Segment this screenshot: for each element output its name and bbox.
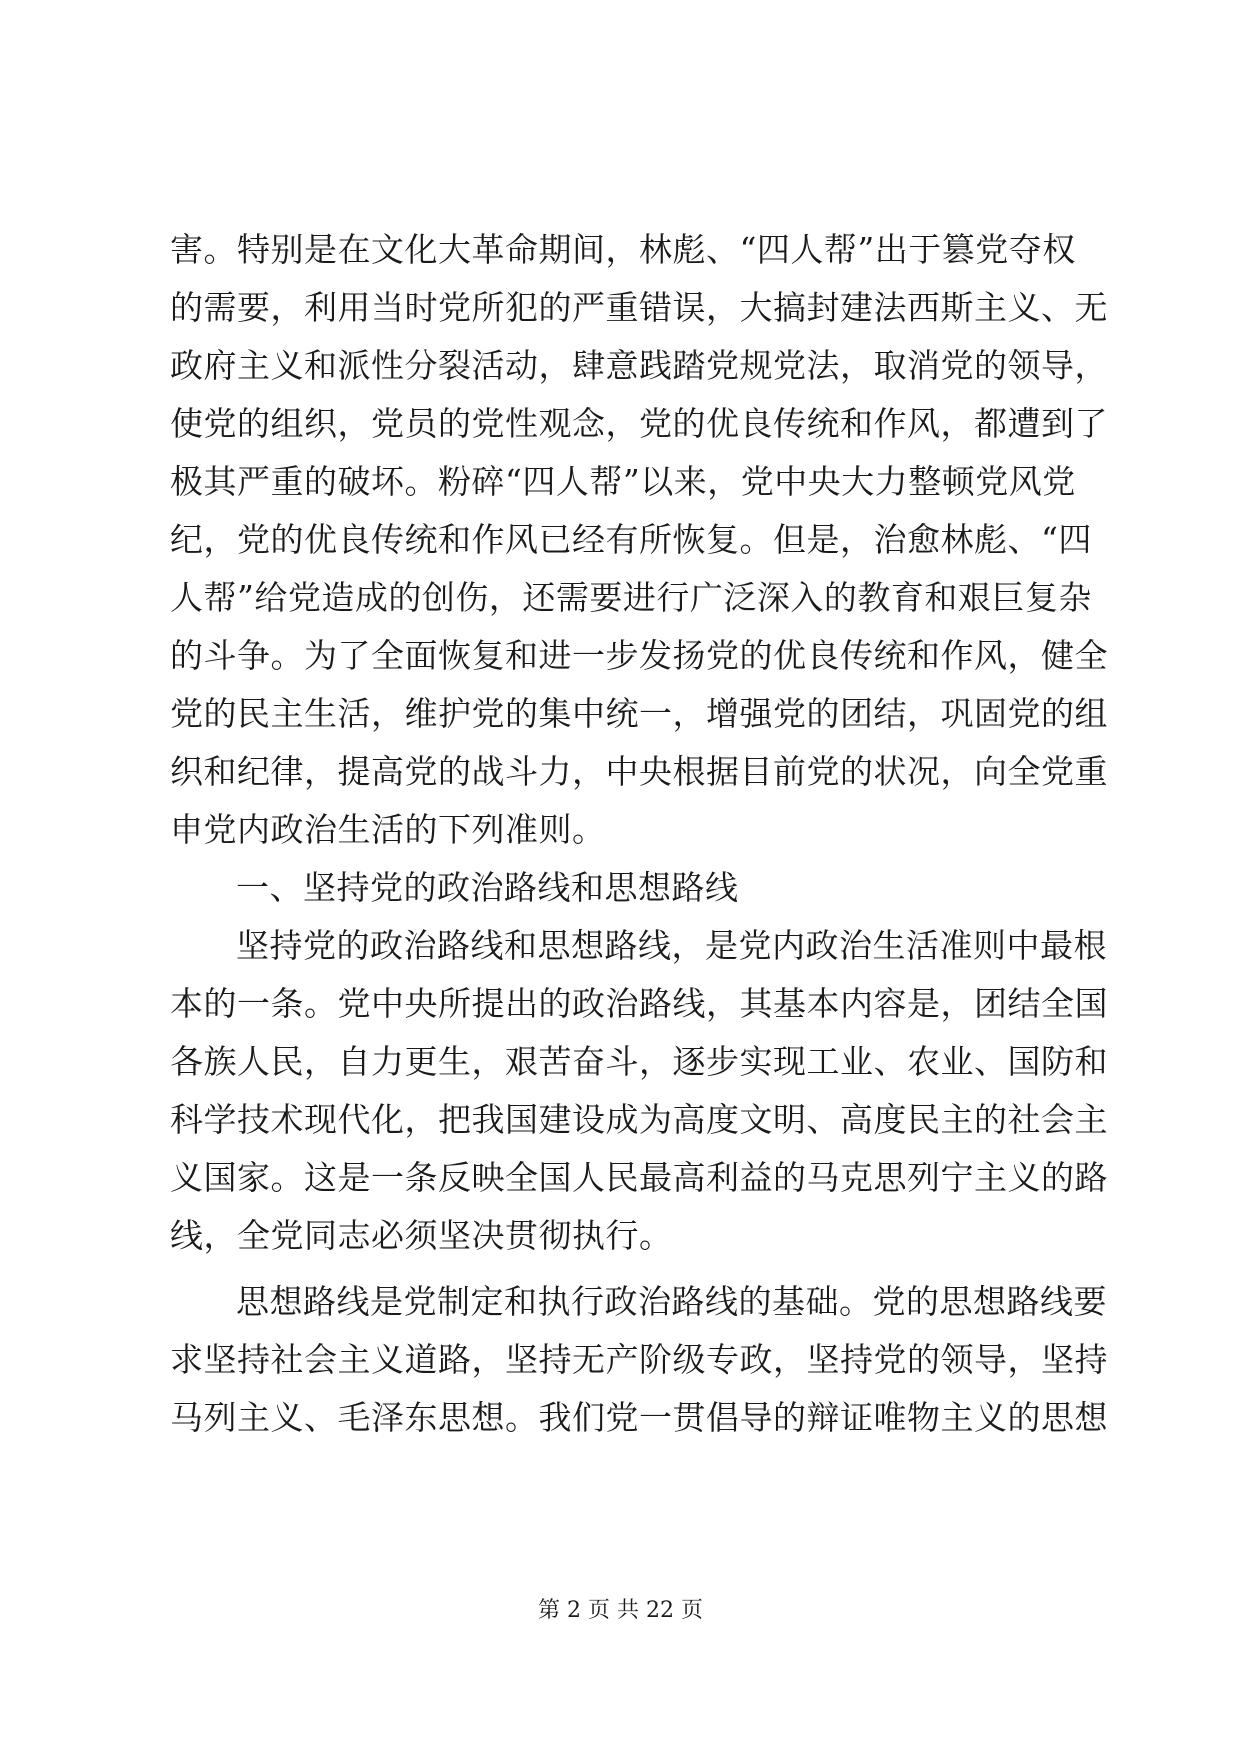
text-line: 政府主义和派性分裂活动，肆意践踏党规党法，取消党的领导，	[170, 346, 1108, 385]
text-line: 使党的组织，党员的党性观念，党的优良传统和作风，都遭到了	[170, 404, 1108, 443]
text-line: 科学技术现代化，把我国建设成为高度文明、高度民主的社会主	[170, 1100, 1108, 1139]
text-line: 申党内政治生活的下列准则。	[170, 810, 606, 849]
text-line: 马列主义、毛泽东思想。我们党一贯倡导的辩证唯物主义的思想	[170, 1398, 1108, 1437]
text-line: 纪，党的优良传统和作风已经有所恢复。但是，治愈林彪、“四	[170, 520, 1092, 559]
page-number: 第 2 页 共 22 页	[538, 1598, 703, 1623]
text-line: 害。特别是在文化大革命期间，林彪、“四人帮”出于篡党夺权	[170, 230, 1076, 269]
text-line: 党的民主生活，维护党的集中统一，增强党的团结，巩固党的组	[170, 694, 1108, 733]
text-line: 织和纪律，提高党的战斗力，中央根据目前党的状况，向全党重	[170, 752, 1108, 791]
text-line: 的需要，利用当时党所犯的严重错误，大搞封建法西斯主义、无	[170, 288, 1108, 327]
text-line: 义国家。这是一条反映全国人民最高利益的马克思列宁主义的路	[170, 1158, 1108, 1197]
text-line: 坚持党的政治路线和思想路线，是党内政治生活准则中最根	[236, 926, 1107, 965]
section-heading: 一、坚持党的政治路线和思想路线	[236, 868, 739, 907]
text-line: 思想路线是党制定和执行政治路线的基础。党的思想路线要	[236, 1282, 1107, 1321]
text-line: 极其严重的破坏。粉碎“四人帮”以来，党中央大力整顿党风党	[170, 462, 1076, 501]
text-line: 人帮”给党造成的创伤，还需要进行广泛深入的教育和艰巨复杂	[170, 578, 1092, 617]
text-line: 线，全党同志必须坚决贯彻执行。	[170, 1216, 673, 1255]
text-line: 本的一条。党中央所提出的政治路线，其基本内容是，团结全国	[170, 984, 1108, 1023]
text-line: 的斗争。为了全面恢复和进一步发扬党的优良传统和作风，健全	[170, 636, 1108, 675]
text-line: 求坚持社会主义道路，坚持无产阶级专政，坚持党的领导，坚持	[170, 1340, 1108, 1379]
text-line: 各族人民，自力更生，艰苦奋斗，逐步实现工业、农业、国防和	[170, 1042, 1108, 1081]
